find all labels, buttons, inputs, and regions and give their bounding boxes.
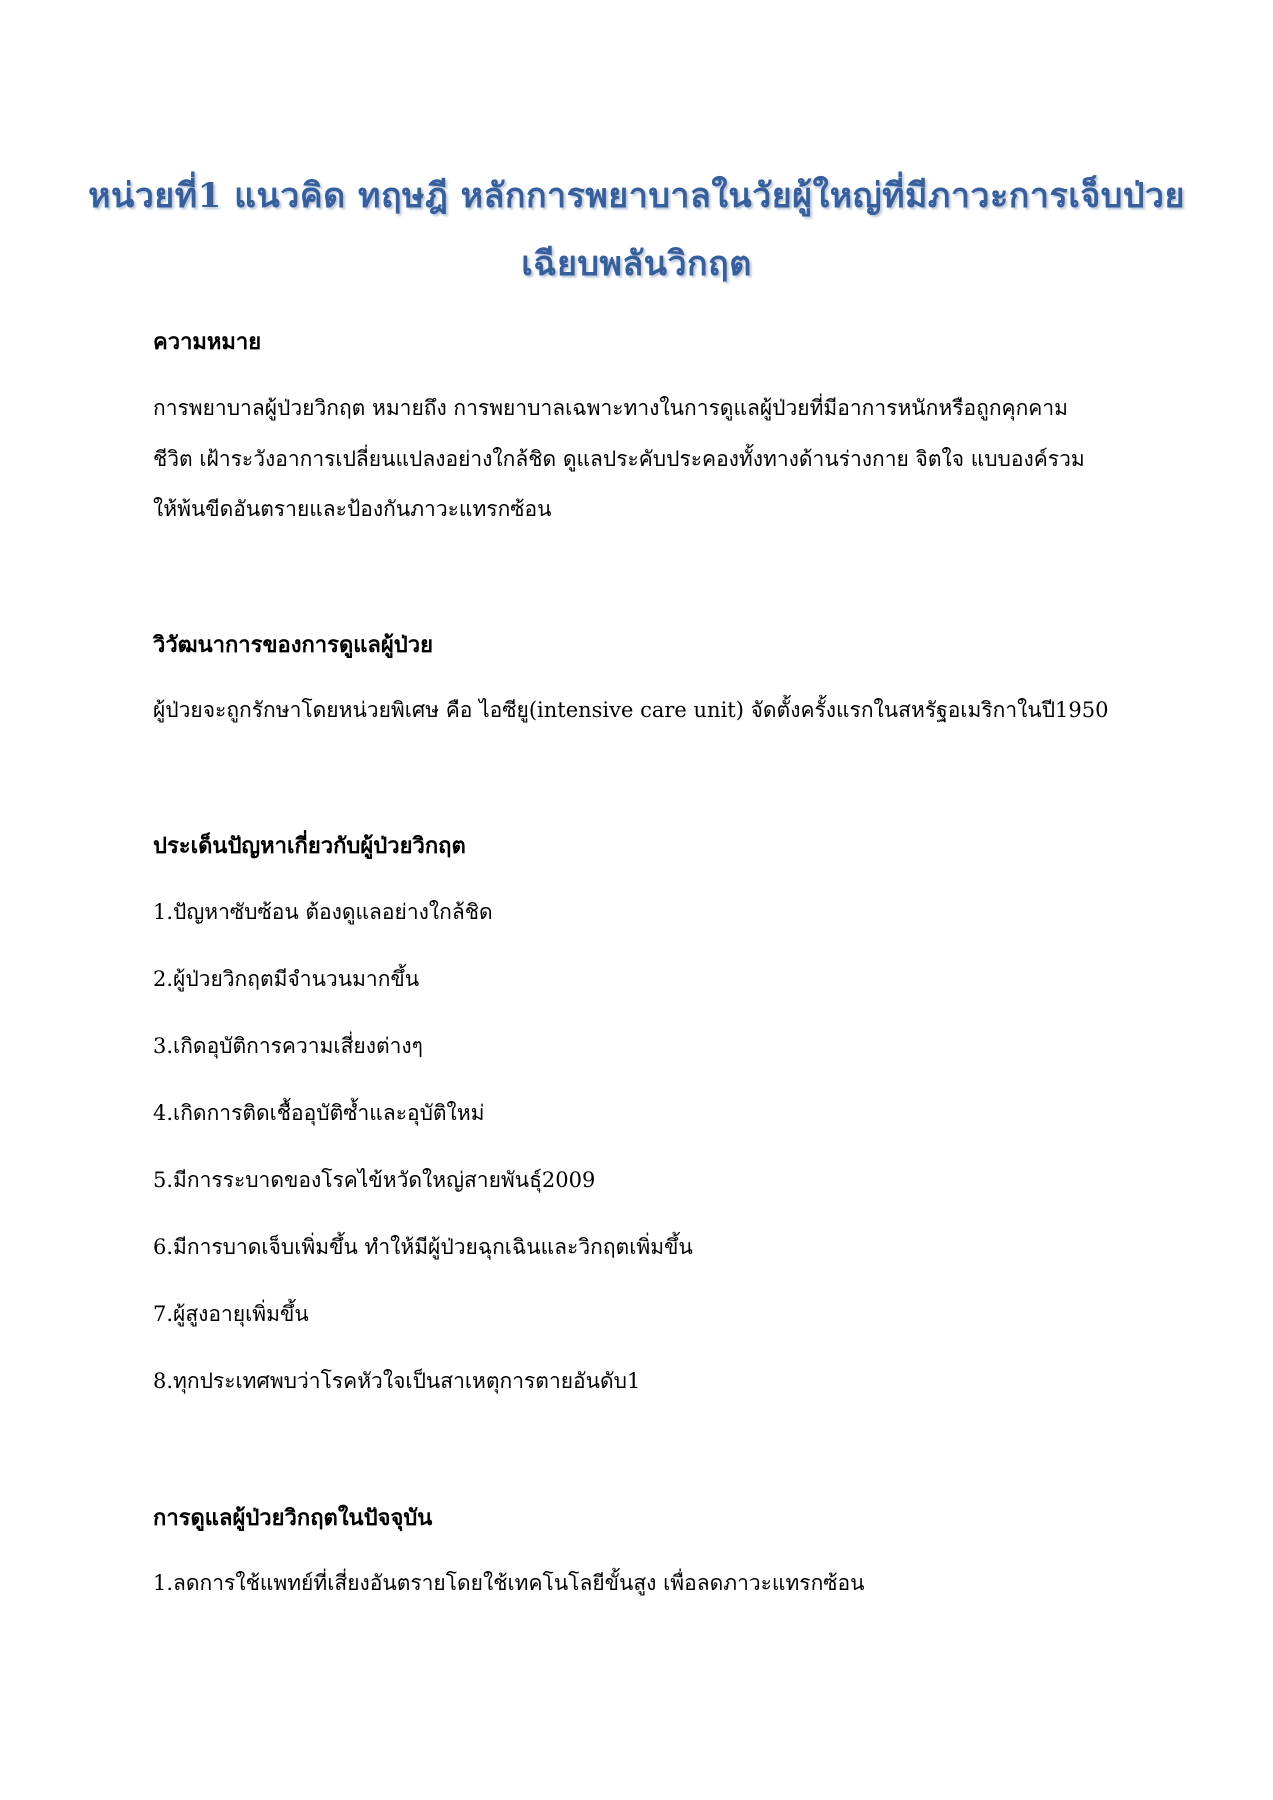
document-title-line-2: เฉียบพลันวิกฤต bbox=[521, 244, 752, 284]
section-heading-definition: ความหมาย bbox=[153, 329, 262, 355]
issue-list-item: 4.เกิดการติดเชื้ออุบัติซ้ำและอุบัติใหม่ bbox=[153, 1101, 485, 1125]
document-title-line-1: หน่วยที่1 แนวคิด ทฤษฎี หลักการพยาบาลในวัยผู้ใหญ่ที่มีภาวะการเจ็บป่วย bbox=[88, 176, 1185, 216]
issue-list-item: 1.ปัญหาซับซ้อน ต้องดูแลอย่างใกล้ชิด bbox=[153, 900, 493, 924]
issue-list-item: 3.เกิดอุบัติการความเสี่ยงต่างๆ bbox=[153, 1034, 423, 1058]
issue-list-item: 7.ผู้สูงอายุเพิ่มขึ้น bbox=[153, 1302, 309, 1326]
issue-list-item: 5.มีการระบาดของโรคไข้หวัดใหญ่สายพันธุ์2009 bbox=[153, 1168, 596, 1192]
issue-list-item: 8.ทุกประเทศพบว่าโรคหัวใจเป็นสาเหตุการตายอันดับ1 bbox=[153, 1369, 641, 1393]
issue-list-item: 2.ผู้ป่วยวิกฤตมีจำนวนมากขึ้น bbox=[153, 967, 420, 991]
section-heading-issues: ประเด็นปัญหาเกี่ยวกับผู้ป่วยวิกฤต bbox=[153, 833, 466, 859]
evolution-line: ผู้ป่วยจะถูกรักษาโดยหน่วยพิเศษ คือ ไอซียู(intensive care unit) จัดตั้งครั้งแรกในสหรัฐอเมริกาในปี1950 bbox=[153, 698, 1109, 722]
definition-line: ชีวิต เฝ้าระวังอาการเปลี่ยนแปลงอย่างใกล้ชิด ดูแลประคับประคองทั้งทางด้านร่างกาย จิตใจ แบบองค์รวม bbox=[153, 447, 1085, 471]
definition-line: การพยาบาลผู้ป่วยวิกฤต หมายถึง การพยาบาลเฉพาะทางในการดูแลผู้ป่วยที่มีอาการหนักหรือถูกคุกคาม bbox=[153, 396, 1068, 420]
section-heading-current-care: การดูแลผู้ป่วยวิกฤตในปัจจุบัน bbox=[153, 1505, 433, 1531]
issue-list-item: 6.มีการบาดเจ็บเพิ่มขึ้น ทำให้มีผู้ป่วยฉุกเฉินและวิกฤตเพิ่มขึ้น bbox=[153, 1235, 693, 1259]
section-heading-evolution: วิวัฒนาการของการดูแลผู้ป่วย bbox=[153, 632, 433, 658]
definition-line: ให้พ้นขีดอันตรายและป้องกันภาวะแทรกซ้อน bbox=[153, 497, 552, 521]
current-care-list-item: 1.ลดการใช้แพทย์ที่เสี่ยงอันตรายโดยใช้เทคโนโลยีขั้นสูง เพื่อลดภาวะแทรกซ้อน bbox=[153, 1571, 865, 1595]
